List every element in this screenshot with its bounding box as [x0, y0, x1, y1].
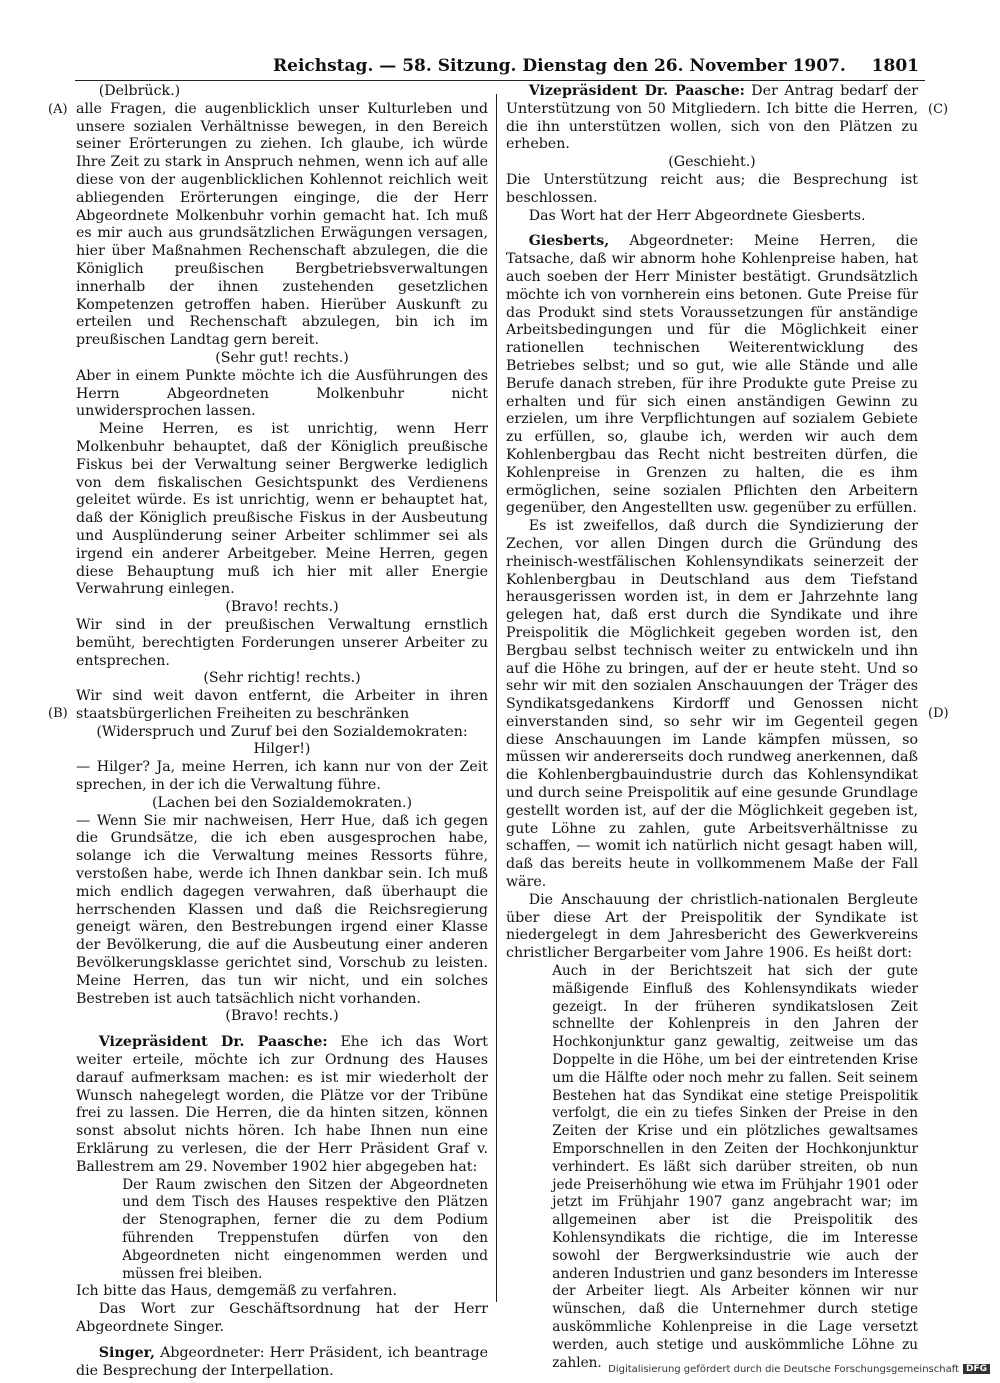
paragraph: Das Wort hat der Herr Abgeordnete Giesberts. — [528, 207, 866, 224]
reaction: (Sehr gut! rechts.) — [215, 349, 349, 366]
paragraph-text: Abgeordneter: Herr Präsident, ich beantrage die Besprechung der Interpellation. — [76, 1344, 488, 1379]
paragraph — [506, 83, 918, 154]
paragraph: alle Fragen, die augenblicklich unser Kulturleben und unsere sozialen Verhältnisse bewegen, in den Bereich seiner Erörterungen zu ziehen. Ich glaube, ich würde Ihre Zeit zu stark in Anspruch nehmen, wenn ich auf alle diese von der augenblicklichen Kohlennot reichlich weit abliegenden Erörterungen einginge, die der Herr Abgeordnete Molkenbuhr vorhin gemacht hat. Ich muß es mir auch aus grundsätzlichen Erwägungen versagen, hier über Maßnahmen Rechenschaft abzulegen, die die Königlich preußischen Bergbetriebsverwaltungen innerhalb der ihnen zustehenden gesetzlichen Kompetenzen getroffen haben. Hierüber Auskunft zu erteilen und Rechenschaft abzulegen, bin ich im preußischen Landtag gern bereit. — [76, 100, 488, 349]
paragraph: Die Unterstützung reicht aus; die Besprechung ist beschlossen. — [506, 171, 918, 206]
dfg-logo: DFG — [963, 1364, 990, 1374]
digitization-footer — [590, 1364, 990, 1375]
quotation: Der Raum zwischen den Sitzen der Abgeordneten und dem Tisch des Hauses respektive den Plätzen der Stenographen, ferner die zu dem Podium führenden Treppenstufen dürfen von den Abgeordneten nicht eingenommen werden und müssen frei bleiben. — [122, 1176, 488, 1282]
right-column — [506, 83, 918, 1372]
paragraph: Es ist zweifellos, daß durch die Syndizierung der Zechen, vor allen Dingen durch die Gründung des rheinisch-westfälischen Kohlensyndikats seinerzeit der Kohlenbergbau in Deutschland aus dem Tiefstand herausgerissen worden ist, in dem er Jahrzehnte lang gelegen hat, daß erst durch die Syndikate und ihre Preispolitik die Möglichkeit gegeben worden ist, den Bergbau selbst technisch weiter zu entwickeln und ihn auf die Höhe zu bringen, auf der er heute steht. Und so sehr wir mit den sozialen Anschauungen der Träger des Syndikatsgedankens Kirdorff und Genossen nicht einverstanden sind, so sehr wir im Gegenteil gegen diese Anschauungen im Lande kämpfen müssen, so müssen wir andererseits doch rundweg anerkennen, daß die Kohlenbergbauindustrie durch das Kohlensyndikat und durch seine Preispolitik auf eine gesunde Grundlage gestellt worden ist, auf der die Möglichkeit gegeben ist, gute Löhne zu zahlen, gute Arbeitsverhältnisse zu schaffen, — womit ich natürlich nicht gesagt haben will, daß das bereits heute in vollkommenem Maße der Fall wäre. — [506, 518, 918, 891]
paragraph — [506, 233, 918, 518]
paragraph: Wir sind weit davon entfernt, die Arbeiter in ihren staatsbürgerlichen Freiheiten zu beschränken — [76, 688, 488, 722]
paragraph — [76, 1345, 488, 1381]
margin-marker-a: (A) — [48, 102, 68, 117]
paragraph: Das Wort zur Geschäftsordnung hat der Herr Abgeordnete Singer. — [76, 1301, 488, 1335]
paragraph-text: Abgeordneter: Meine Herren, die Tatsache, daß wir abnorm hohe Kohlenpreise haben, hat auch soeben der Herr Minister bestätigt. Grundsätzlich möchte ich von vornherein eins betonen. Gute Preise für das Produkt sind stets Voraussetzungen für anständige Arbeitsbedingungen und für die Möglichkeit einer rationellen technischen Weiterentwicklung des Betriebes selbst; und so gut, wie alle Stände und alle Berufe danach streben, für ihre Produkte gute Preise zu erhalten und für sich einen anständigen Gewinn zu erzielen, um ihre Verpflichtungen auf sozialem Gebiete zu erfüllen, so, glaube ich, werden wir auch dem Kohlenbergbau das Recht nicht bestreiten dürfen, die Kohlenpreise in Grenzen zu halten, die es ihm ermöglichen, seine sozialen Pflichten den Arbeitern gegenüber, den Angestellten usw. gegenüber zu erfüllen. — [506, 233, 918, 517]
speaker-name: Giesberts, — [528, 233, 610, 250]
speaker-name: Vizepräsident Dr. Paasche: — [528, 83, 745, 99]
paragraph: — Wenn Sie mir nachweisen, Herr Hue, daß ich gegen die Grundsätze, die ich eben ausgesprochen habe, solange ich die Verwaltung meines Ressorts führe, verstoßen habe, werde ich Ihnen dankbar sein. Ich muß mich endlich dagegen verwahren, daß überhaupt die herrschenden Klassen und daß die Reichsregierung geneigt wären, den Bestrebungen irgend einer Klasse der Bevölkerung, die auf die Ausbeutung einer anderen Bevölkerungsklasse gerichtet sind, Vorschub zu leisten. Meine Herren, das tun wir nicht, und ein solches Bestreben ist auch tatsächlich nicht vorhanden. — [76, 812, 488, 1007]
left-column — [76, 83, 488, 1380]
running-title: Reichstag. — 58. Sitzung. Dienstag den 26. November 1907. — [273, 56, 846, 76]
paragraph-text: Der Antrag bedarf der Unterstützung von 50 Mitgliedern. Ich bitte die Herren, die ihn unterstützen wollen, sich von den Plätzen zu erheben. — [506, 83, 918, 153]
reaction: (Widerspruch und Zuruf bei den Sozialdemokraten: Hilger!) — [96, 723, 468, 758]
reaction: (Sehr richtig! rechts.) — [203, 670, 361, 687]
margin-marker-d: (D) — [928, 706, 949, 721]
speaker-name: Singer, — [98, 1344, 155, 1361]
quotation: Auch in der Berichtszeit hat sich der gute mäßigende Einfluß des Kohlensyndikats wieder gezeigt. In der früheren syndikatslosen Zeit schnellte der Kohlenpreis in den Jahren der Hochkonjunktur ganz gewaltig, zeitweise um das Doppelte in die Höhe, um bei der eintretenden Krise um die Hälfte oder noch mehr zu fallen. Seit seinem Bestehen hat das Syndikat eine stetige Preispolitik verfolgt, die ein zu tiefes Sinken der Preise in den Zeiten der Krise und ein plötzliches gewaltsames Emporschnellen in den Zeiten der Hochkonjunktur verhindert. Es läßt sich darüber streiten, ob nun jede Preiserhöhung wie etwa im Frühjahr 1901 oder jetzt im Frühjahr 1907 ganz angebracht war; im allgemeinen aber ist die Preispolitik des Kohlensyndikats die richtige, die im Interesse sowohl der Bergwerksindustrie wie auch der anderen Industrien und ganz besonders im Interesse der Arbeiter liegt. Als Arbeiter können wir nur wünschen, daß die Unternehmer durch stetige auskömmliche Kohlenpreise in die Lage versetzt werden, auch stetige und auskömmliche Löhne zu zahlen. — [552, 963, 918, 1371]
paragraph: Aber in einem Punkte möchte ich die Ausführungen des Herrn Abgeordneten Molkenbuhr nicht unwidersprochen lassen. — [76, 367, 488, 420]
speaker-name: Vizepräsident Dr. Paasche: — [98, 1034, 328, 1051]
paragraph: Meine Herren, es ist unrichtig, wenn Herr Molkenbuhr behauptet, daß der Königlich preußische Fiskus bei der Verwaltung seiner Bergwerke lediglich von dem fiskalischen Gesichtspunkt des Verdienens geleitet würde. Es ist unrichtig, wenn er behauptet hat, daß der Königlich preußische Fiskus in der Ausbeutung und Ausplünderung seiner Arbeiter schlimmer sei als irgend ein anderer Arbeitgeber. Meine Herren, gegen diese Behauptung muß ich hier mit aller Energie Verwahrung einlegen. — [76, 421, 488, 598]
page-number: 1801 — [871, 56, 919, 76]
reaction: (Geschieht.) — [668, 154, 756, 171]
speaker-continuation: (Delbrück.) — [98, 83, 181, 99]
footer-text: Digitalisierung gefördert durch die Deutsche Forschungsgemeinschaft — [608, 1364, 959, 1375]
paragraph-text: Ehe ich das Wort weiter erteile, möchte ich zur Ordnung des Hauses darauf aufmerksam machen: es ist mir wiederholt der Wunsch nahegelegt worden, die Plätze vor der Tribüne frei zu lassen. Die Herren, die da hinten sitzen, können sonst absolut nichts hören. Ich habe Ihnen nun eine Erklärung zu verlesen, die der Herr Präsident Graf v. Ballestrem am 29. November 1902 hier abgegeben hat: — [76, 1034, 488, 1175]
margin-marker-c: (C) — [928, 102, 949, 117]
spacer — [76, 1026, 488, 1034]
paragraph: Wir sind in der preußischen Verwaltung ernstlich bemüht, berechtigten Forderungen unserer Arbeiter zu entsprechen. — [76, 616, 488, 669]
page-header — [75, 54, 925, 81]
paragraph — [76, 1034, 488, 1176]
spacer — [506, 225, 918, 233]
paragraph: Ich bitte das Haus, demgemäß zu verfahren. — [76, 1283, 398, 1300]
paragraph: — Hilger? Ja, meine Herren, ich kann nur von der Zeit sprechen, in der ich die Verwaltung führe. — [76, 759, 488, 794]
reaction: (Lachen bei den Sozialdemokraten.) — [151, 794, 413, 811]
spacer — [76, 1337, 488, 1345]
reaction: (Bravo! rechts.) — [225, 1008, 339, 1025]
margin-marker-b: (B) — [48, 706, 68, 721]
column-divider — [496, 94, 497, 1302]
reaction: (Bravo! rechts.) — [225, 599, 339, 616]
paragraph: Die Anschauung der christlich-nationalen Bergleute über diese Art der Preispolitik der Syndikate ist niedergelegt in dem Jahresbericht des Gewerkvereins christlicher Bergarbeiter vom Jahre 1906. Es heißt dort: — [506, 891, 918, 962]
